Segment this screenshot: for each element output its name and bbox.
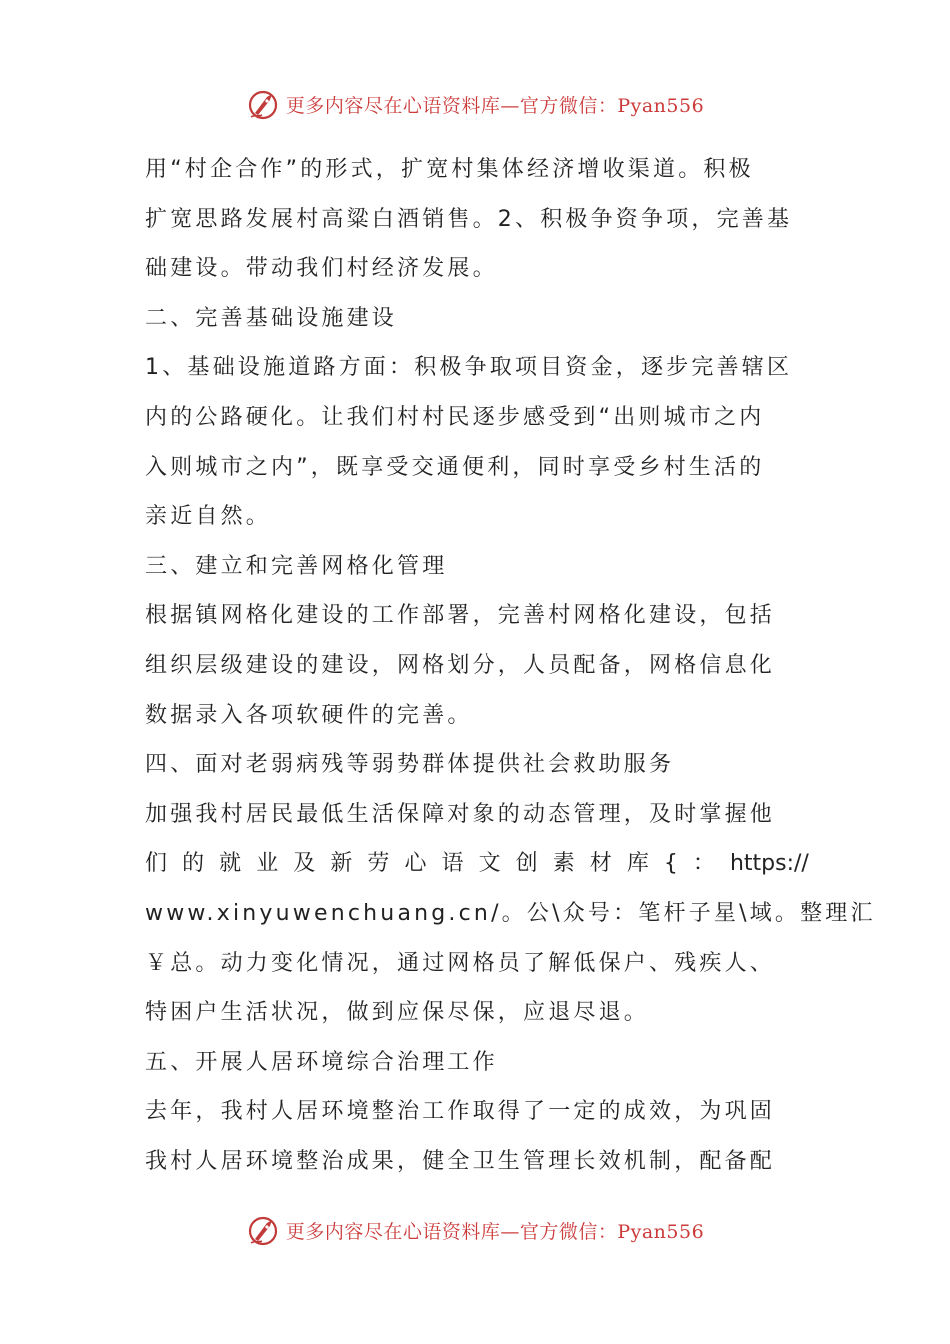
text-line: 亲近自然。 bbox=[145, 504, 272, 530]
text-line: 加强我村居民最低生活保障对象的动态管理，及时掌握他 bbox=[145, 801, 776, 827]
section-heading: 五、开展人居环境综合治理工作 bbox=[145, 1049, 498, 1075]
justified-char: ： bbox=[692, 851, 715, 877]
justified-char: 新 bbox=[330, 851, 353, 877]
justified-char: 语 bbox=[441, 851, 464, 877]
justified-char: 材 bbox=[589, 851, 612, 877]
text-line: 组织层级建设的建设，网格划分，人员配备，网格信息化 bbox=[145, 652, 776, 678]
section-heading: 三、建立和完善网格化管理 bbox=[145, 553, 448, 579]
justified-char: 业 bbox=[256, 851, 279, 877]
justified-char: 库 bbox=[626, 851, 649, 877]
text-line: 入则城市之内”，既享受交通便利，同时享受乡村生活的 bbox=[145, 454, 765, 480]
text-line-justified bbox=[145, 839, 809, 889]
header-banner-text: 更多内容尽在心语资料库—官方微信：Pyan556 bbox=[285, 94, 705, 117]
text-line: 用“村企合作”的形式，扩宽村集体经济增收渠道。积极 bbox=[145, 157, 754, 182]
justified-char: https:// bbox=[729, 851, 809, 877]
text-line: 根据镇网格化建设的工作部署，完善村网格化建设，包括 bbox=[145, 603, 776, 629]
section-heading: 四、面对老弱病残等弱势群体提供社会救助服务 bbox=[145, 752, 675, 778]
section-heading: 二、完善基础设施建设 bbox=[145, 305, 398, 331]
justified-char: 们 bbox=[145, 851, 168, 877]
justified-char: 创 bbox=[515, 851, 538, 877]
text-line: 数据录入各项软硬件的完善。 bbox=[145, 702, 473, 728]
text-line: 特困户生活状况，做到应保尽保，应退尽退。 bbox=[145, 1000, 650, 1026]
text-line: www.xinyuwenchuang.cn/。公\众号：笔杆子星\域。整理汇 bbox=[145, 900, 876, 926]
justified-char: 的 bbox=[182, 851, 205, 877]
header-banner bbox=[0, 84, 950, 124]
text-line: 1、基础设施道路方面：积极争取项目资金，逐步完善辖区 bbox=[145, 355, 793, 381]
justified-char: 素 bbox=[552, 851, 575, 877]
text-line: ￥总。动力变化情况，通过网格员了解低保户、残疾人、 bbox=[145, 950, 776, 976]
justified-char: 及 bbox=[293, 851, 316, 877]
document-body bbox=[145, 145, 876, 1186]
footer-banner-text: 更多内容尽在心语资料库—官方微信：Pyan556 bbox=[285, 1220, 705, 1243]
justified-char: 劳 bbox=[367, 851, 390, 877]
text-line: 我村人居环境整治成果，健全卫生管理长效机制，配备配 bbox=[145, 1148, 776, 1174]
justified-char: { bbox=[663, 851, 678, 877]
pen-nib-logo-icon bbox=[246, 86, 282, 122]
justified-char: 心 bbox=[404, 851, 427, 877]
pen-nib-logo-icon bbox=[246, 1212, 282, 1248]
text-line: 去年，我村人居环境整治工作取得了一定的成效，为巩固 bbox=[145, 1099, 776, 1125]
text-line: 内的公路硬化。让我们村村民逐步感受到“出则城市之内 bbox=[145, 404, 765, 430]
justified-char: 文 bbox=[478, 851, 501, 877]
text-line: 础建设。带动我们村经济发展。 bbox=[145, 256, 498, 282]
text-line: 扩宽思路发展村高粱白酒销售。2、积极争资争项，完善基 bbox=[145, 206, 793, 232]
footer-banner bbox=[0, 1210, 950, 1250]
justified-char: 就 bbox=[219, 851, 242, 877]
